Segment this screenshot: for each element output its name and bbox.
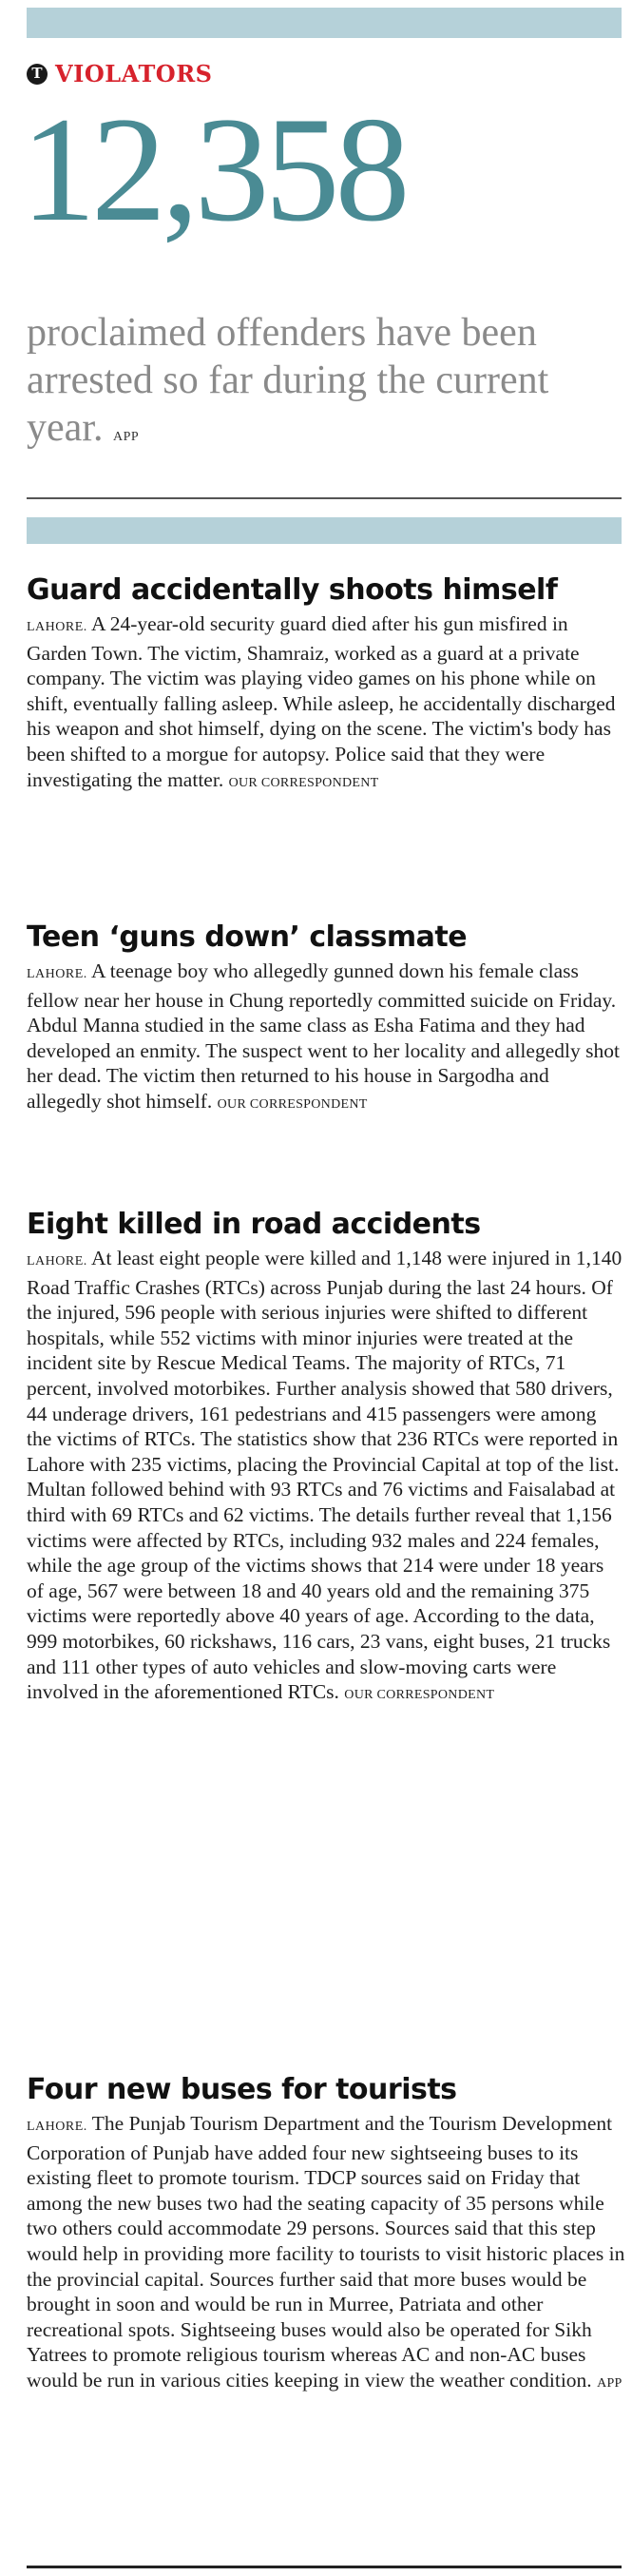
story-dateline: LAHORE. [27, 620, 87, 634]
story-headline: Teen ‘guns down’ classmate [27, 920, 468, 954]
story-text: A 24-year-old security guard died after his gun misfired in Garden Town. The victim, Shamraiz, worked as a guard at a private company. The victim was playing video games on his phone while on shift, eventually falling asleep. While asleep, he accidentally discharged his weapon and shot himself, dying on the scene. The victim's body has been shifted to a morgue for autopsy. Police said that they were investigating the matter. [27, 612, 616, 791]
story-headline: Guard accidentally shoots himself [27, 573, 558, 607]
highlight-number: 12,358 [21, 87, 406, 253]
section-label: VIOLATORS [55, 60, 213, 87]
story-byline: OUR CORRESPONDENT [228, 775, 379, 790]
story-body [27, 2111, 625, 2397]
story-dateline: LAHORE. [27, 1254, 87, 1269]
story-teen [27, 920, 625, 1118]
story-byline: APP [597, 2375, 622, 2391]
story-text: A teenage boy who allegedly gunned down his female class fellow near her house in Chung reportedly committed suicide on Friday. Abdul Manna studied in the same class as Esha Fatima and they had developed an enmity. The suspect went to her locality and allegedly shot her dead. The victim then returned to his house in Sargodha and allegedly shot himself. [27, 959, 620, 1113]
story-text: At least eight people were killed and 1,148 were injured in 1,140 Road Traffic Crashes (RTCs) across Punjab during the last 24 hours. Of the injured, 596 people with serious injuries were shifted to different hospitals, while 552 victims with minor injuries were treated at the incident site by Rescue Medical Teams. The majority of RTCs, 71 percent, involved motorbikes. Further analysis showed that 580 drivers, 44 underage drivers, 161 pedestrians and 415 passengers were among the victims of RTCs. The statistics show that 236 RTCs were reported in Lahore with 235 victims, placing the Provincial Capital at top of the list. Multan followed behind with 93 RTCs and 76 victims and Faisalabad at third with 69 RTCs and 62 victims. The details further reveal that 1,156 victims were affected by RTCs, including 932 males and 224 females, while the age group of the victims shows that 214 were under 18 years of age, 567 were between 18 and 40 years old and the remaining 375 victims were reportedly above 40 years of age. According to the data, 999 motorbikes, 60 rickshaws, 116 cars, 23 vans, eight buses, 21 trucks and 111 other types of auto vehicles and slow-moving carts were involved in the aforementioned RTCs. [27, 1247, 622, 1704]
top-accent-bar [27, 8, 622, 38]
story-body [27, 611, 625, 796]
section-tag [27, 60, 212, 87]
highlight-text [27, 309, 625, 461]
story-body [27, 959, 625, 1118]
story-byline: OUR CORRESPONDENT [344, 1688, 495, 1703]
story-road-accidents [27, 1208, 625, 1709]
bottom-divider [27, 2566, 622, 2568]
story-dateline: LAHORE. [27, 2120, 87, 2134]
story-headline: Eight killed in road accidents [27, 1208, 481, 1241]
newspaper-logo-icon: T [27, 64, 48, 85]
divider [27, 497, 622, 499]
story-byline: OUR CORRESPONDENT [217, 1096, 368, 1112]
highlight-sentence: proclaimed offenders have been arrested so far during the current year. [27, 311, 549, 450]
story-body [27, 1246, 625, 1709]
middle-accent-bar [27, 517, 622, 544]
story-guard [27, 573, 625, 796]
story-headline: Four new buses for tourists [27, 2073, 457, 2106]
story-text: The Punjab Tourism Department and the Tourism Development Corporation of Punjab have added four new sightseeing buses to its existing fleet to promote tourism. TDCP sources said on Friday that among the new buses two had the seating capacity of 35 persons while two others could accommodate 29 persons. Sources said that this step would help in providing more facility to tourists to visit historic places in the provincial capital. Sources further said that more buses would be brought in soon and would be run in Murree, Patriata and other recreational spots. Sightseeing buses would also be operated for Sikh Yatrees to promote religious tourism whereas AC and non-AC buses would be run in various cities keeping in view the weather condition. [27, 2112, 625, 2392]
story-dateline: LAHORE. [27, 967, 87, 981]
story-buses [27, 2073, 625, 2397]
highlight-credit: APP [112, 430, 140, 444]
